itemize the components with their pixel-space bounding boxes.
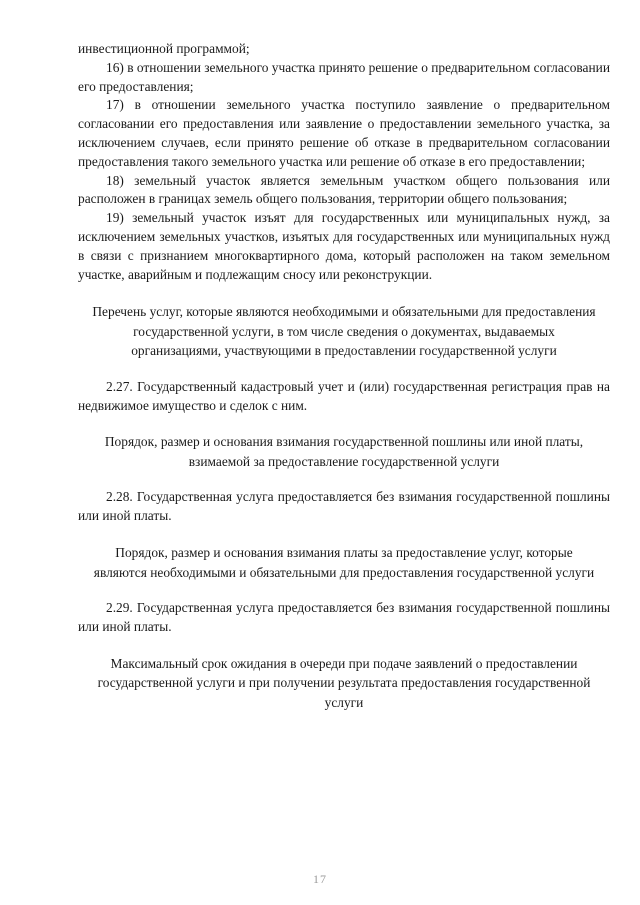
spacer bbox=[78, 361, 610, 378]
spacer bbox=[78, 471, 610, 488]
section-heading-services-list: Перечень услуг, которые являются необходимыми и обязательными для предоставления государственной услуги, в том числе сведения о документах, выдаваемых организациями, участвующими в предоставлении государственной услуги bbox=[92, 304, 596, 359]
spacer bbox=[78, 526, 610, 543]
document-page bbox=[78, 40, 610, 712]
spacer bbox=[78, 284, 610, 302]
list-item-17: 17) в отношении земельного участка поступило заявление о предварительном согласовании его предоставления или заявление о предоставлении земельного участка, за исключением случаев, если принято решение об отказе в предварительном согласовании предоставления такого земельного участка или решение об отказе в его предоставлении; bbox=[78, 97, 610, 169]
section-text-2-29: 2.29. Государственная услуга предоставляется без взимания государственной пошлины или иной платы. bbox=[78, 600, 610, 634]
continuation-text: инвестиционной программой; bbox=[78, 41, 250, 56]
list-item-16: 16) в отношении земельного участка принято решение о предварительном согласовании его предоставления; bbox=[78, 59, 610, 94]
spacer bbox=[78, 415, 610, 432]
list-item-18: 18) земельный участок является земельным участком общего пользования или расположен в границах земель общего пользования, территории общего пользования; bbox=[78, 172, 610, 207]
section-heading-service-fee: Порядок, размер и основания взимания платы за предоставление услуг, которые являются необходимыми и обязательными для предоставления государственной услуги bbox=[93, 545, 595, 580]
page-number: 17 bbox=[313, 872, 327, 886]
spacer bbox=[78, 582, 610, 599]
section-text-2-28: 2.28. Государственная услуга предоставляется без взимания государственной пошлины или иной платы. bbox=[78, 489, 610, 524]
spacer bbox=[78, 637, 610, 654]
section-text-2-27: 2.27. Государственный кадастровый учет и (или) государственная регистрация прав на недвижимое имущество и сделок с ним. bbox=[78, 378, 610, 413]
section-heading-queue-time: Максимальный срок ожидания в очереди при подаче заявлений о предоставлении государственной услуги и при получении результата предоставления государственной услуги bbox=[97, 655, 591, 710]
section-heading-state-fee: Порядок, размер и основания взимания государственной пошлины или иной платы, взимаемой за предоставление государственной услуги bbox=[104, 434, 584, 469]
list-item-19: 19) земельный участок изъят для государственных или муниципальных нужд, за исключением земельных участков, изъятых для государственных или муниципальных нужд в связи с признанием многоквартирного дома, который расположен на таком земельном участке, аварийным и подлежащим сносу или реконструкции. bbox=[78, 210, 610, 282]
